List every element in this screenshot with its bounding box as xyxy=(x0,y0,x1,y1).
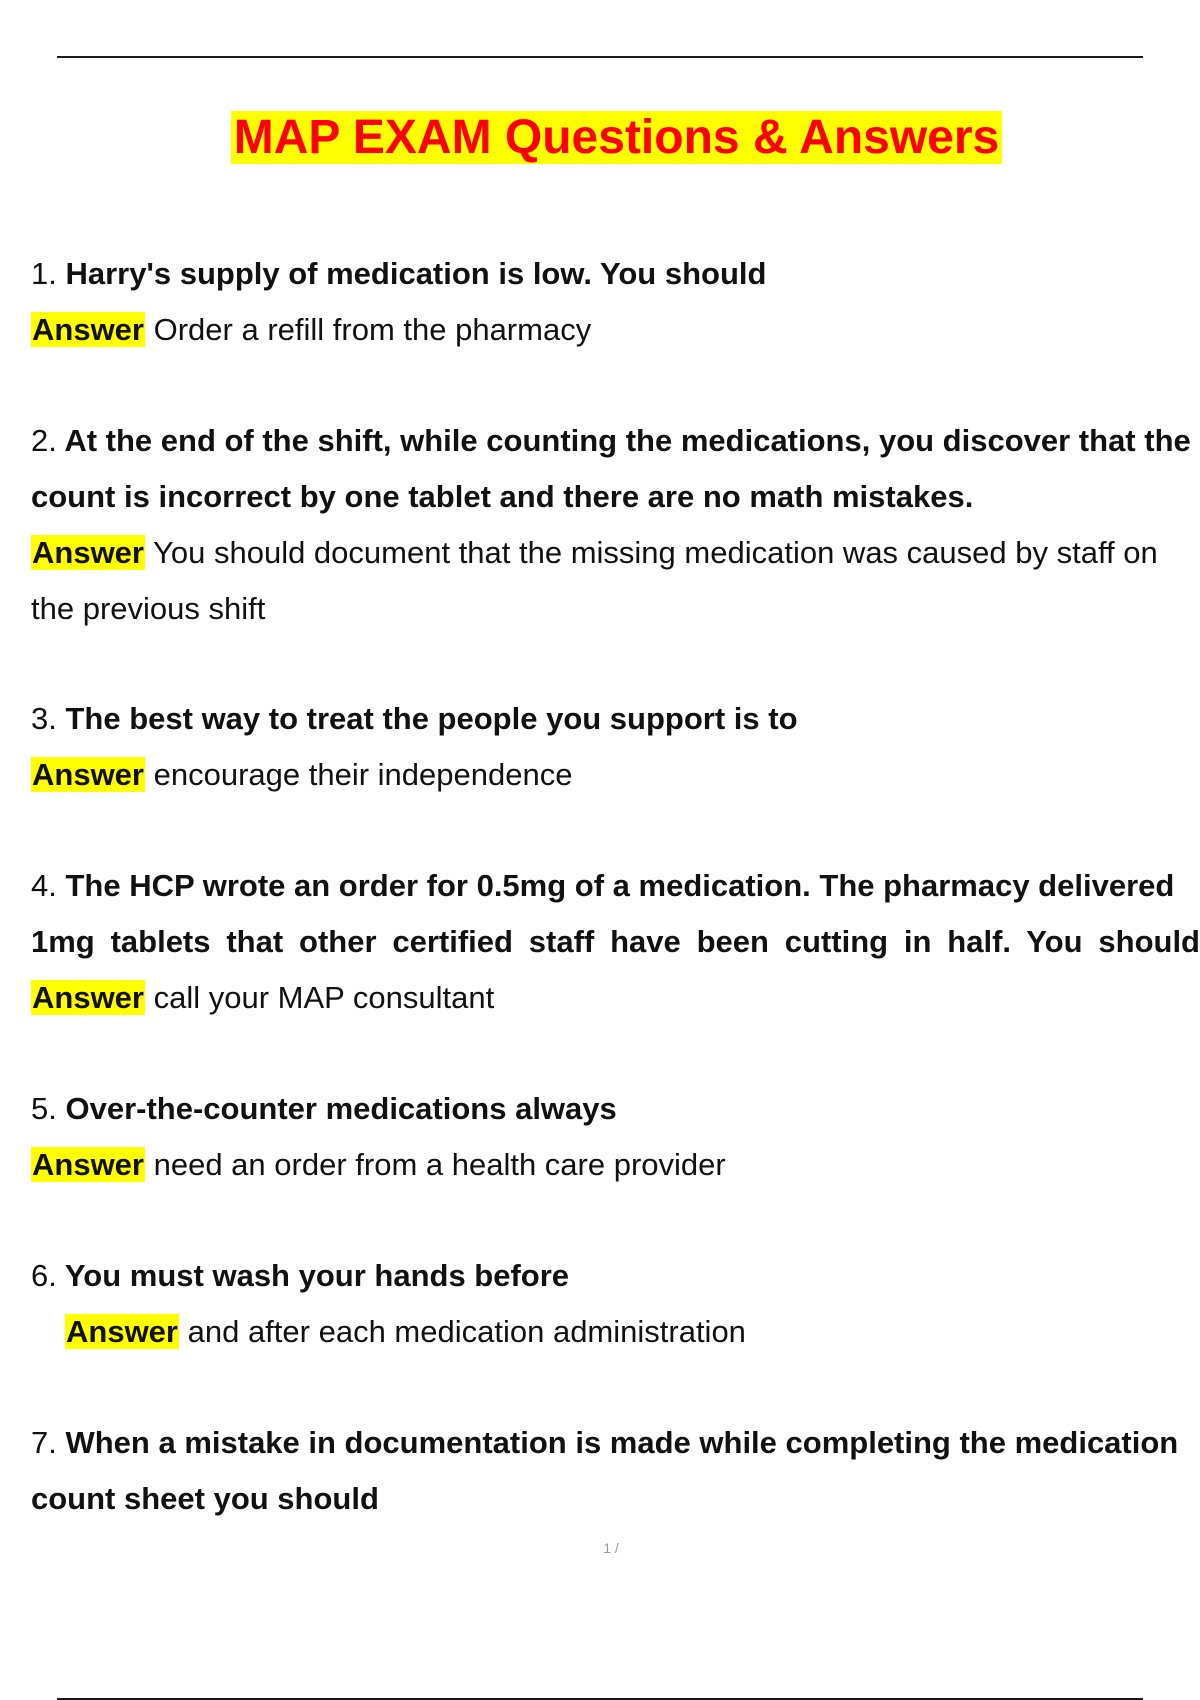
qa-item-1 xyxy=(31,246,1200,358)
question-4-continued: 1mg tablets that other certified staff have been cutting in half. You should xyxy=(31,924,1200,959)
qa-item-3 xyxy=(31,691,1200,803)
question-3: 3. The best way to treat the people you support is to xyxy=(31,701,798,736)
question-7-continued: count sheet you should xyxy=(31,1481,379,1516)
answer-3: Answer encourage their independence xyxy=(32,757,573,792)
answer-6: Answer and after each medication administration xyxy=(66,1314,746,1349)
document-title xyxy=(0,110,1200,166)
answer-label: Answer xyxy=(66,1314,178,1349)
answer-label: Answer xyxy=(32,312,144,347)
answer-4: Answer call your MAP consultant xyxy=(32,980,495,1015)
answer-label: Answer xyxy=(32,980,144,1015)
page-number: 1 / xyxy=(603,1540,619,1556)
qa-item-4 xyxy=(31,858,1200,1026)
top-rule xyxy=(57,56,1143,58)
qa-item-7 xyxy=(31,1415,1200,1527)
question-4: 4. The HCP wrote an order for 0.5mg of a medication. The pharmacy delivered xyxy=(31,868,1175,903)
question-1: 1. Harry's supply of medication is low. You should xyxy=(31,256,767,291)
qa-item-2 xyxy=(31,413,1200,637)
answer-5: Answer need an order from a health care provider xyxy=(32,1147,726,1182)
answer-2-continued: the previous shift xyxy=(31,591,266,626)
question-2-continued: count is incorrect by one tablet and there are no math mistakes. xyxy=(31,479,974,514)
question-6: 6. You must wash your hands before xyxy=(31,1258,570,1293)
title-highlight: MAP EXAM Questions & Answers xyxy=(231,111,1003,164)
answer-2: Answer You should document that the missing medication was caused by staff on xyxy=(32,535,1158,570)
question-2: 2. At the end of the shift, while counting the medications, you discover that the xyxy=(31,423,1191,458)
answer-label: Answer xyxy=(32,535,144,570)
answer-label: Answer xyxy=(32,757,144,792)
answer-1: Answer Order a refill from the pharmacy xyxy=(32,312,592,347)
answer-label: Answer xyxy=(32,1147,144,1182)
qa-item-5 xyxy=(31,1081,1200,1193)
question-7: 7. When a mistake in documentation is made while completing the medication xyxy=(31,1425,1179,1460)
question-5: 5. Over-the-counter medications always xyxy=(31,1091,617,1126)
qa-item-6 xyxy=(31,1248,1200,1360)
